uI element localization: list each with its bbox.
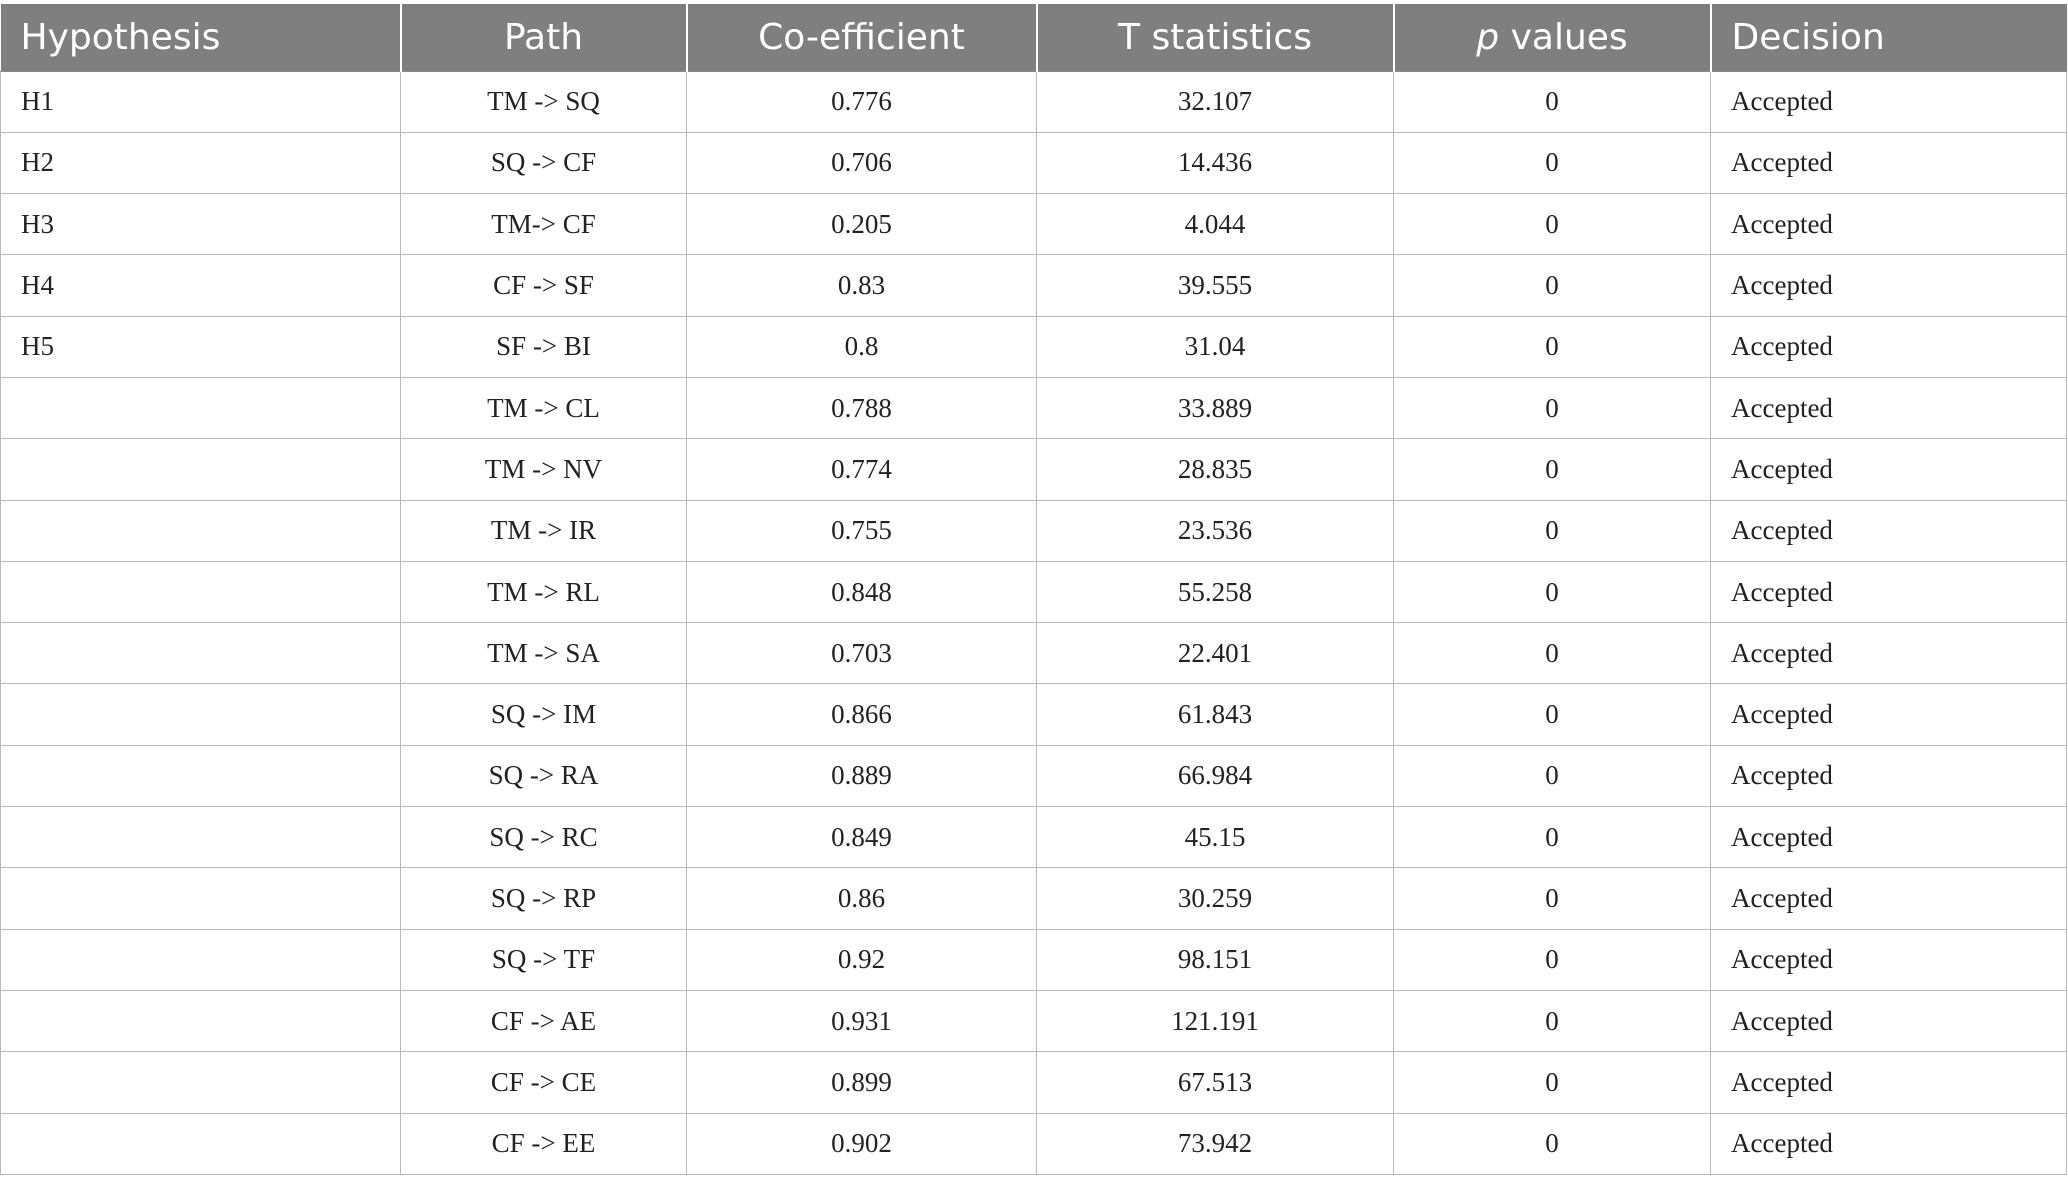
header-t-statistics: T statistics	[1037, 4, 1394, 71]
cell-t-statistic: 66.984	[1037, 745, 1394, 806]
cell-coefficient: 0.86	[687, 868, 1037, 929]
cell-coefficient: 0.774	[687, 439, 1037, 500]
table-row	[1, 500, 2067, 561]
cell-hypothesis	[1, 1113, 401, 1174]
cell-coefficient: 0.703	[687, 623, 1037, 684]
cell-t-statistic: 98.151	[1037, 929, 1394, 990]
cell-decision: Accepted	[1711, 929, 2067, 990]
cell-t-statistic: 22.401	[1037, 623, 1394, 684]
cell-p-value: 0	[1394, 1052, 1711, 1113]
cell-path: TM -> NV	[401, 439, 687, 500]
cell-p-value: 0	[1394, 868, 1711, 929]
cell-t-statistic: 28.835	[1037, 439, 1394, 500]
cell-t-statistic: 30.259	[1037, 868, 1394, 929]
cell-t-statistic: 73.942	[1037, 1113, 1394, 1174]
cell-coefficient: 0.849	[687, 807, 1037, 868]
cell-path: TM-> CF	[401, 194, 687, 255]
header-hypothesis: Hypothesis	[1, 4, 401, 71]
cell-t-statistic: 33.889	[1037, 377, 1394, 438]
cell-p-value: 0	[1394, 194, 1711, 255]
table-row	[1, 1113, 2067, 1174]
table-row	[1, 868, 2067, 929]
cell-t-statistic: 45.15	[1037, 807, 1394, 868]
cell-hypothesis	[1, 990, 401, 1051]
cell-path: SQ -> TF	[401, 929, 687, 990]
cell-path: TM -> CL	[401, 377, 687, 438]
cell-t-statistic: 39.555	[1037, 255, 1394, 316]
cell-path: SQ -> CF	[401, 132, 687, 193]
cell-p-value: 0	[1394, 623, 1711, 684]
table-row	[1, 561, 2067, 622]
cell-path: CF -> AE	[401, 990, 687, 1051]
cell-path: SQ -> IM	[401, 684, 687, 745]
cell-path: CF -> EE	[401, 1113, 687, 1174]
header-row	[1, 4, 2067, 71]
cell-decision: Accepted	[1711, 439, 2067, 500]
cell-p-value: 0	[1394, 500, 1711, 561]
cell-hypothesis: H3	[1, 194, 401, 255]
table-body	[1, 71, 2067, 1174]
cell-path: SF -> BI	[401, 316, 687, 377]
table-row	[1, 684, 2067, 745]
cell-t-statistic: 14.436	[1037, 132, 1394, 193]
cell-decision: Accepted	[1711, 684, 2067, 745]
cell-hypothesis	[1, 868, 401, 929]
table-row	[1, 1052, 2067, 1113]
cell-coefficient: 0.8	[687, 316, 1037, 377]
cell-coefficient: 0.83	[687, 255, 1037, 316]
cell-decision: Accepted	[1711, 316, 2067, 377]
table-row	[1, 623, 2067, 684]
table-header	[1, 4, 2067, 71]
cell-decision: Accepted	[1711, 868, 2067, 929]
header-decision: Decision	[1711, 4, 2067, 71]
table-row	[1, 745, 2067, 806]
cell-hypothesis	[1, 745, 401, 806]
cell-t-statistic: 23.536	[1037, 500, 1394, 561]
cell-path: TM -> IR	[401, 500, 687, 561]
cell-hypothesis: H2	[1, 132, 401, 193]
cell-path: TM -> SQ	[401, 71, 687, 132]
cell-decision: Accepted	[1711, 1113, 2067, 1174]
cell-decision: Accepted	[1711, 500, 2067, 561]
cell-p-value: 0	[1394, 71, 1711, 132]
table-row	[1, 132, 2067, 193]
cell-decision: Accepted	[1711, 1052, 2067, 1113]
cell-t-statistic: 67.513	[1037, 1052, 1394, 1113]
cell-decision: Accepted	[1711, 807, 2067, 868]
cell-p-value: 0	[1394, 990, 1711, 1051]
cell-path: SQ -> RC	[401, 807, 687, 868]
table-row	[1, 439, 2067, 500]
cell-hypothesis	[1, 500, 401, 561]
cell-decision: Accepted	[1711, 561, 2067, 622]
cell-p-value: 0	[1394, 684, 1711, 745]
cell-coefficient: 0.205	[687, 194, 1037, 255]
cell-hypothesis	[1, 377, 401, 438]
cell-coefficient: 0.776	[687, 71, 1037, 132]
cell-p-value: 0	[1394, 132, 1711, 193]
cell-coefficient: 0.755	[687, 500, 1037, 561]
cell-path: CF -> CE	[401, 1052, 687, 1113]
cell-hypothesis	[1, 561, 401, 622]
cell-p-value: 0	[1394, 929, 1711, 990]
cell-coefficient: 0.788	[687, 377, 1037, 438]
results-table-container	[0, 4, 2066, 1175]
cell-coefficient: 0.92	[687, 929, 1037, 990]
cell-t-statistic: 4.044	[1037, 194, 1394, 255]
cell-p-value: 0	[1394, 439, 1711, 500]
cell-hypothesis: H1	[1, 71, 401, 132]
cell-p-value: 0	[1394, 561, 1711, 622]
cell-path: SQ -> RA	[401, 745, 687, 806]
cell-decision: Accepted	[1711, 745, 2067, 806]
cell-t-statistic: 32.107	[1037, 71, 1394, 132]
table-row	[1, 377, 2067, 438]
cell-coefficient: 0.706	[687, 132, 1037, 193]
header-p-rest: values	[1499, 16, 1628, 58]
cell-hypothesis	[1, 684, 401, 745]
cell-coefficient: 0.889	[687, 745, 1037, 806]
cell-t-statistic: 61.843	[1037, 684, 1394, 745]
cell-decision: Accepted	[1711, 990, 2067, 1051]
table-row	[1, 71, 2067, 132]
header-coefficient: Co-efficient	[687, 4, 1037, 71]
cell-decision: Accepted	[1711, 194, 2067, 255]
cell-hypothesis: H4	[1, 255, 401, 316]
cell-coefficient: 0.902	[687, 1113, 1037, 1174]
cell-p-value: 0	[1394, 807, 1711, 868]
cell-coefficient: 0.866	[687, 684, 1037, 745]
cell-p-value: 0	[1394, 255, 1711, 316]
hypothesis-results-table	[0, 4, 2067, 1175]
cell-t-statistic: 55.258	[1037, 561, 1394, 622]
table-row	[1, 807, 2067, 868]
cell-p-value: 0	[1394, 745, 1711, 806]
table-row	[1, 316, 2067, 377]
cell-p-value: 0	[1394, 316, 1711, 377]
table-row	[1, 990, 2067, 1051]
cell-decision: Accepted	[1711, 71, 2067, 132]
header-p-italic: p	[1476, 16, 1500, 58]
header-path: Path	[401, 4, 687, 71]
cell-hypothesis	[1, 1052, 401, 1113]
cell-decision: Accepted	[1711, 255, 2067, 316]
cell-hypothesis	[1, 623, 401, 684]
table-row	[1, 929, 2067, 990]
cell-hypothesis	[1, 807, 401, 868]
cell-coefficient: 0.899	[687, 1052, 1037, 1113]
table-row	[1, 255, 2067, 316]
cell-decision: Accepted	[1711, 132, 2067, 193]
cell-p-value: 0	[1394, 377, 1711, 438]
cell-t-statistic: 121.191	[1037, 990, 1394, 1051]
cell-path: SQ -> RP	[401, 868, 687, 929]
cell-coefficient: 0.931	[687, 990, 1037, 1051]
table-row	[1, 194, 2067, 255]
cell-decision: Accepted	[1711, 623, 2067, 684]
cell-path: TM -> SA	[401, 623, 687, 684]
cell-hypothesis: H5	[1, 316, 401, 377]
header-p-values	[1394, 4, 1711, 71]
cell-t-statistic: 31.04	[1037, 316, 1394, 377]
cell-hypothesis	[1, 929, 401, 990]
cell-coefficient: 0.848	[687, 561, 1037, 622]
cell-p-value: 0	[1394, 1113, 1711, 1174]
cell-path: TM -> RL	[401, 561, 687, 622]
cell-hypothesis	[1, 439, 401, 500]
cell-decision: Accepted	[1711, 377, 2067, 438]
cell-path: CF -> SF	[401, 255, 687, 316]
